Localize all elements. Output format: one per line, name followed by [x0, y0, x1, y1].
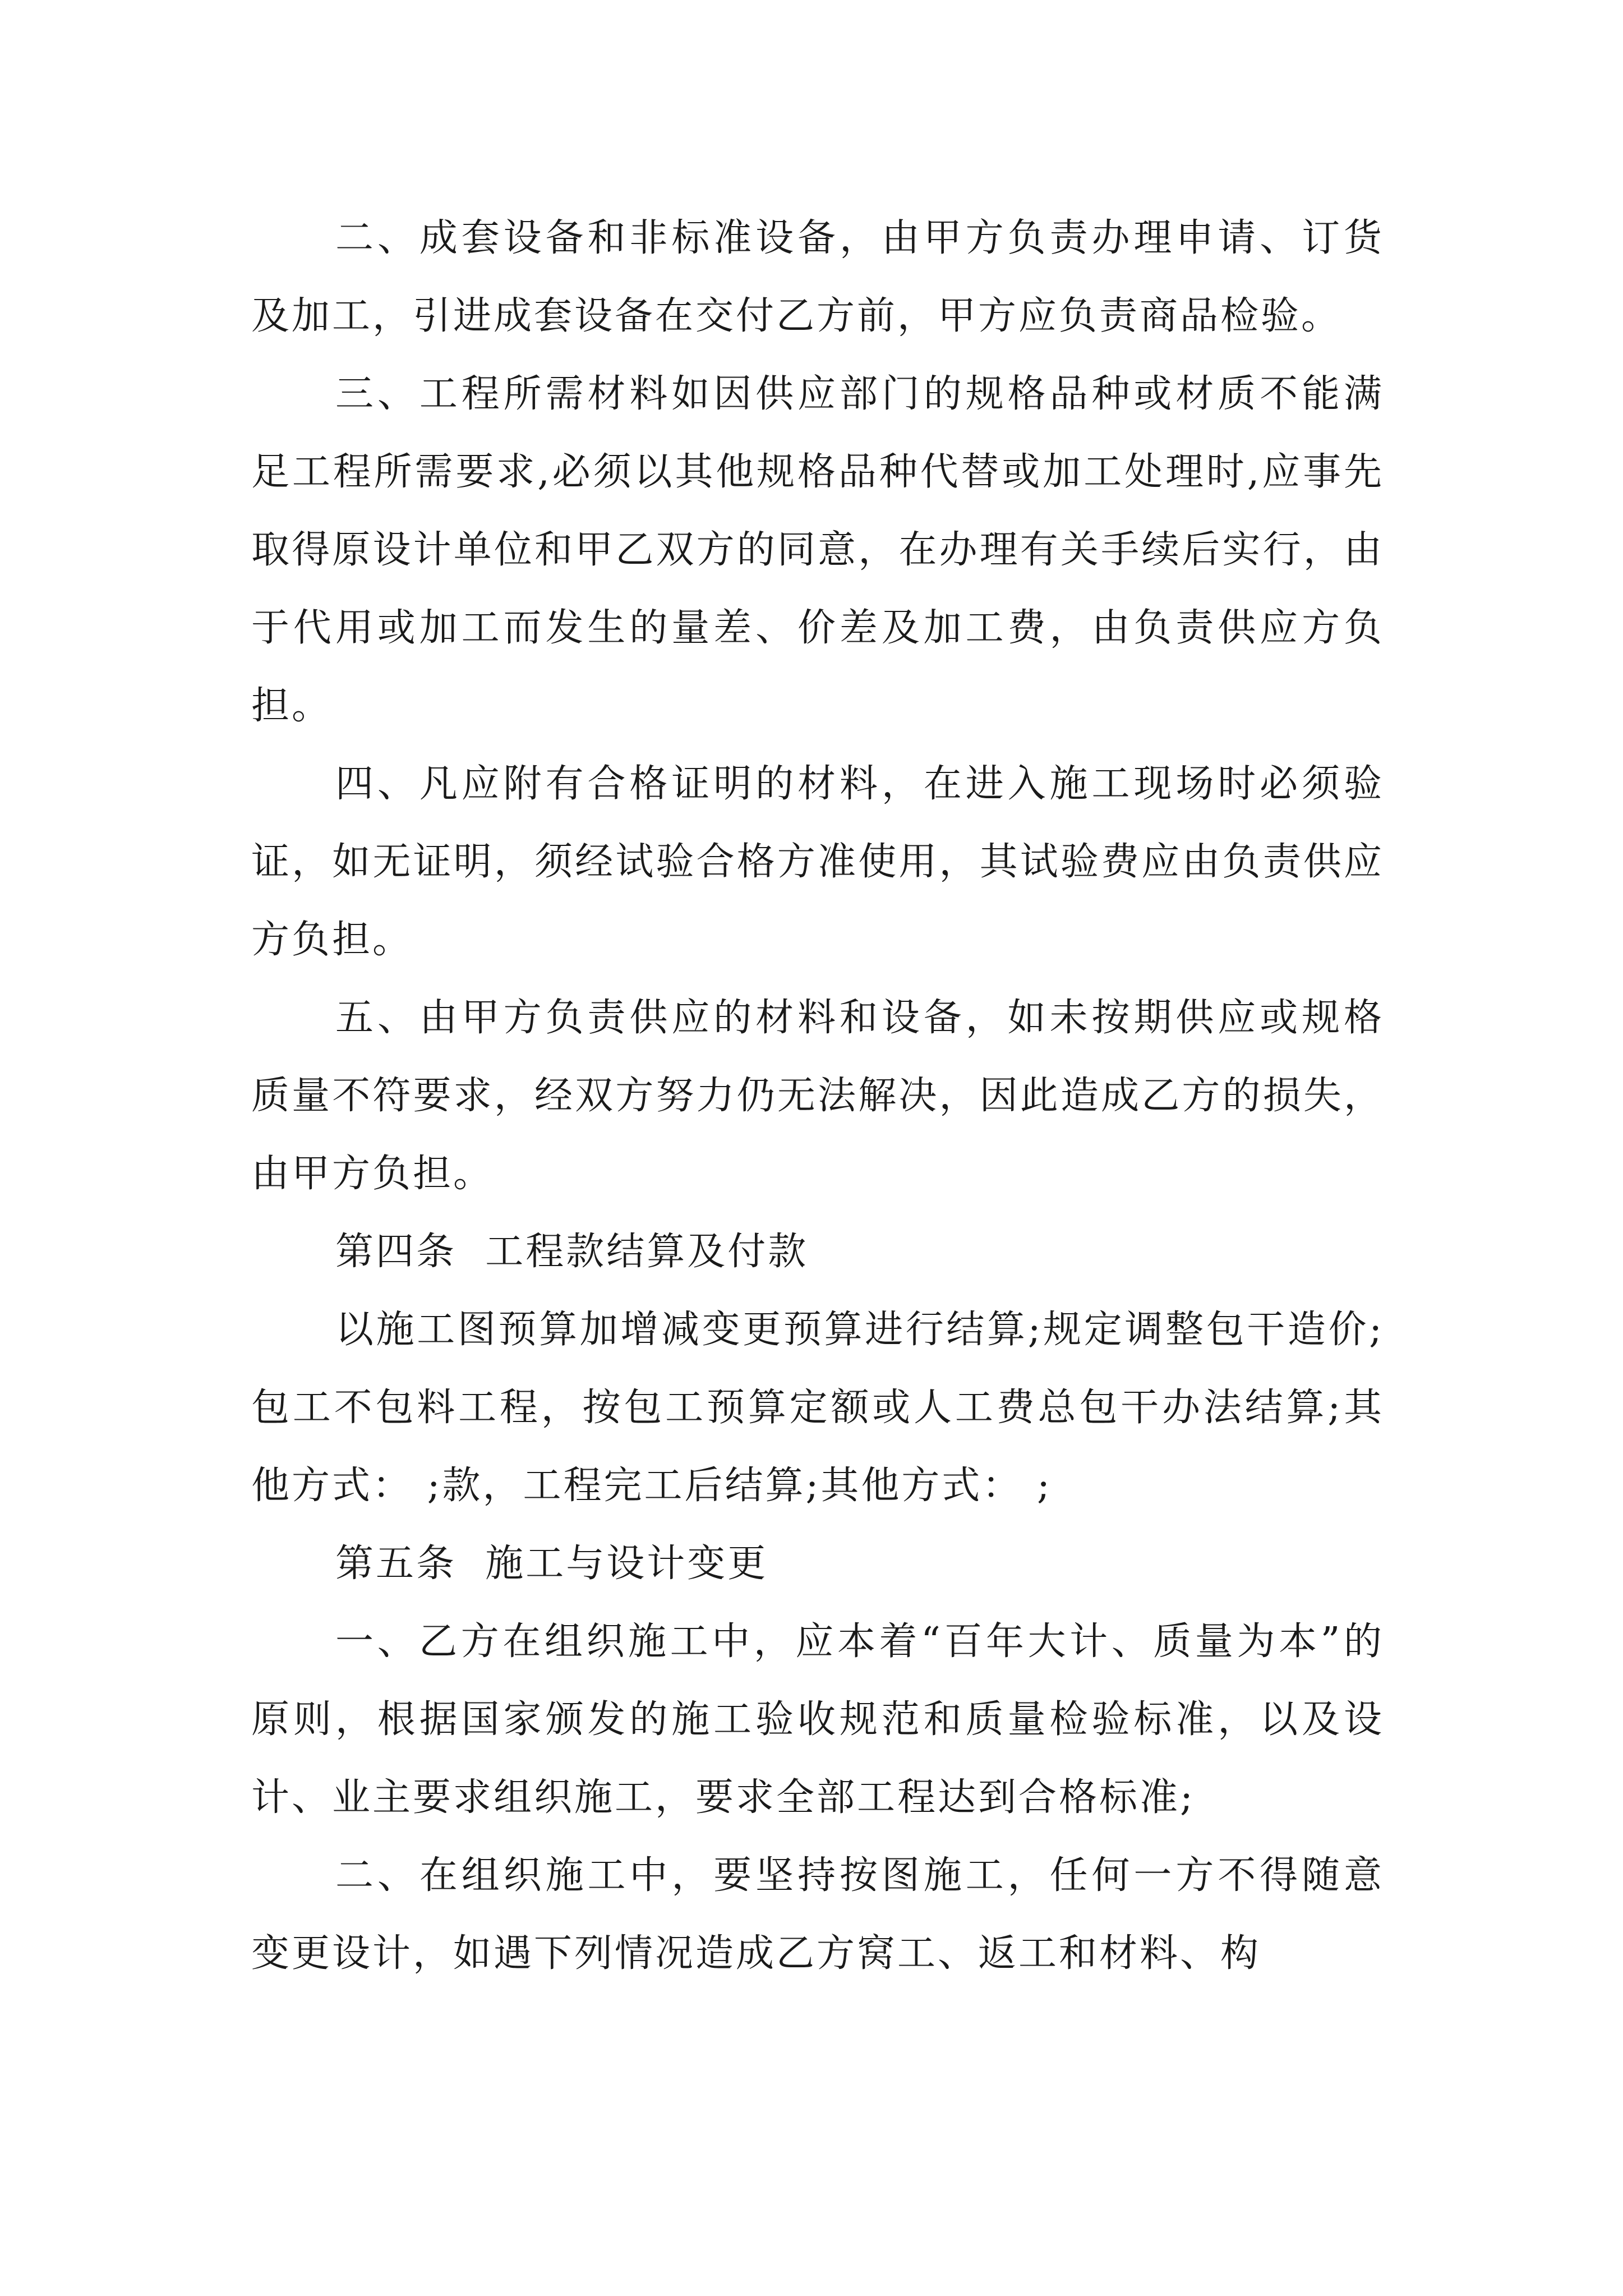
paragraph-equipment-supply: 二、成套设备和非标准设备，由甲方负责办理申请、订货及加工，引进成套设备在交付乙方前，甲方应负责商品检验。 — [251, 216, 1384, 338]
paragraph-material-certification: 四、凡应附有合格证明的材料，在进入施工现场时必须验证，如无证明，须经试验合格方准使用，其试验费应由负责供应方负担。 — [251, 762, 1384, 962]
section-heading-article-5: 第五条 施工与设计变更 — [335, 1542, 768, 1586]
paragraph-material-substitution: 三、工程所需材料如因供应部门的规格品种或材质不能满足工程所需要求,必须以其他规格品种代替或加工处理时,应事先取得原设计单位和甲乙双方的同意，在办理有关手续后实行，由于代用或加工而发生的量差、价差及加工费，由负责供应方负担。 — [251, 372, 1384, 728]
paragraph-supply-delay-liability: 五、由甲方负责供应的材料和设备，如未按期供应或规格质量不符要求，经双方努力仍无法解决，因此造成乙方的损失，由甲方负担。 — [251, 996, 1384, 1196]
paragraph-settlement-method: 以施工图预算加增减变更预算进行结算;规定调整包干造价;包工不包料工程，按包工预算定额或人工费总包干办法结算;其他方式： ;款，工程完工后结算;其他方式： ; — [251, 1308, 1384, 1508]
paragraph-construction-quality: 一、乙方在组织施工中，应本着“百年大计、质量为本”的原则，根据国家颁发的施工验收规范和质量检验标准，以及设计、业主要求组织施工，要求全部工程达到合格标准; — [251, 1619, 1384, 1820]
paragraph-design-change: 二、在组织施工中，要坚持按图施工，任何一方不得随意变更设计，如遇下列情况造成乙方窝工、返工和材料、构 — [251, 1853, 1384, 1976]
document-body — [251, 199, 1384, 1993]
section-heading-article-4: 第四条 工程款结算及付款 — [335, 1230, 809, 1274]
